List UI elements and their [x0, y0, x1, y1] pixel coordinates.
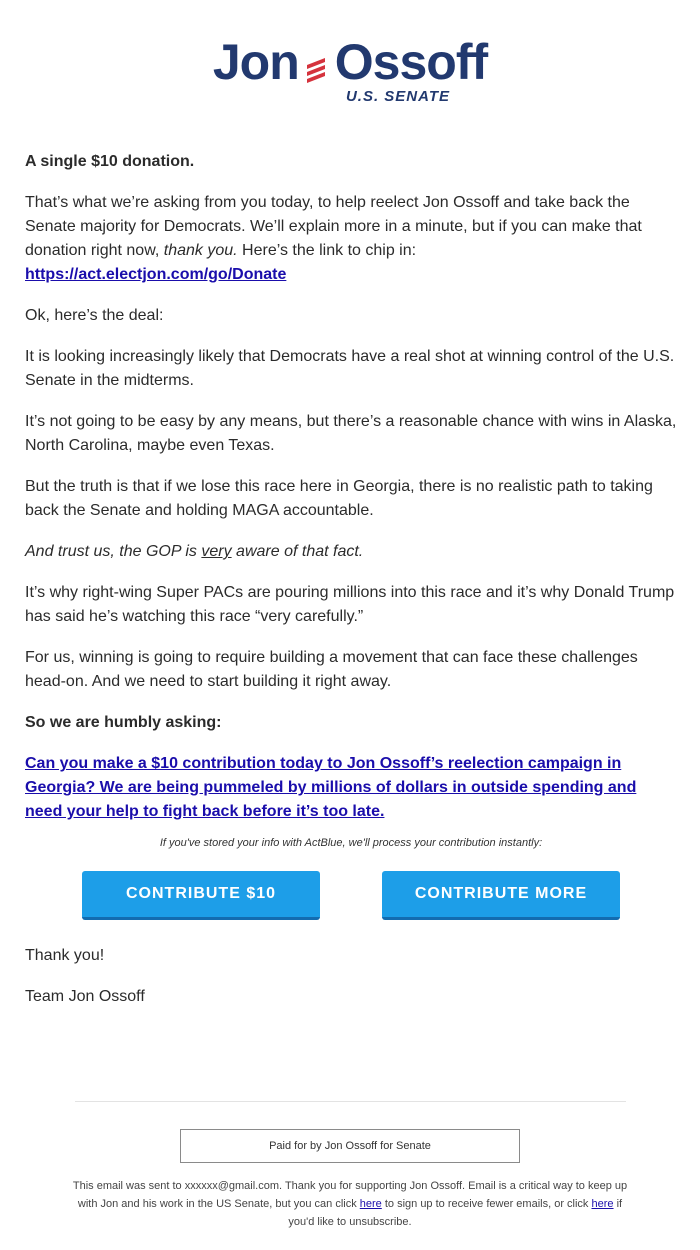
logo — [0, 34, 700, 105]
intro-italic: thank you. — [163, 242, 238, 259]
logo-last-name: Ossoff — [334, 34, 488, 90]
logo-first-name: Jon — [212, 34, 299, 90]
paid-for-box: Paid for by Jon Ossoff for Senate — [180, 1129, 520, 1163]
footer-divider — [75, 1101, 626, 1102]
logo-subtitle: U.S. SENATE — [345, 88, 451, 105]
fewer-emails-link[interactable]: here — [359, 1198, 382, 1210]
paragraph-senate: It is looking increasingly likely that Democrats have a real shot at winning control of the U.S. Senate in the midterms. — [25, 348, 675, 389]
footer-text-b: . Thank you for supporting Jon Ossoff. Email is a critical way to keep up with Jon and his work in the US Senate, but you can click — [77, 1180, 628, 1210]
gop-text-a: And trust us, the GOP is — [25, 543, 202, 560]
paragraph-superpacs: It’s why right-wing Super PACs are pouring millions into this race and it’s why Donald Trump has said he’s watching this race “very carefully.” — [25, 584, 675, 625]
actblue-note: If you've stored your info with ActBlue, we'll process your contribution instantly: — [159, 837, 543, 849]
footer-disclaimer — [70, 1177, 630, 1231]
paragraph-wins: It’s not going to be easy by any means, but there’s a reasonable chance with wins in Alaska, North Carolina, maybe even Texas. — [25, 413, 677, 454]
intro-text: That’s what we’re asking from you today, to help reelect Jon Ossoff and take back the Senate majority for Democrats. We’ll explain more in a minute, but if you can make that donation right now, — [25, 194, 642, 259]
footer-text-d: if you'd like to unsubscribe. — [288, 1198, 623, 1228]
thank-you: Thank you! — [25, 947, 105, 964]
ask-link[interactable]: Can you make a $10 contribution today to Jon Ossoff’s reelection campaign in Georgia? We are being pummeled by millions of dollars in outside spending and need your help to fight back before it’s too late. — [25, 755, 637, 820]
logo-flag-icon — [303, 42, 333, 82]
email-body — [25, 150, 677, 1026]
footer-text-c: to sign up to receive fewer emails, or click — [381, 1198, 592, 1210]
donate-link[interactable]: https://act.electjon.com/go/Donate — [25, 266, 287, 283]
signature: Team Jon Ossoff — [25, 988, 145, 1005]
recipient-email[interactable]: xxxxxx@gmail.com — [184, 1180, 280, 1192]
paragraph-georgia: But the truth is that if we lose this race here in Georgia, there is no realistic path to taking back the Senate and holding MAGA accountable. — [25, 478, 653, 519]
contribute-more-button[interactable]: CONTRIBUTE MORE — [382, 871, 620, 920]
paragraph-deal: Ok, here’s the deal: — [25, 307, 164, 324]
ask-heading: So we are humbly asking: — [25, 714, 222, 731]
contribute-10-button[interactable]: CONTRIBUTE $10 — [82, 871, 320, 920]
paragraph-intro — [25, 191, 677, 287]
footer-text-a: This email was sent to — [72, 1180, 185, 1192]
button-row — [25, 871, 677, 920]
gop-text-c: aware of that fact. — [231, 543, 364, 560]
paragraph-movement: For us, winning is going to require building a movement that can face these challenges head-on. And we need to start building it right away. — [25, 649, 638, 690]
headline: A single $10 donation. — [25, 153, 195, 170]
unsubscribe-link[interactable]: here — [591, 1198, 614, 1210]
paragraph-gop — [25, 540, 677, 564]
intro-tail: Here’s the link to chip in: — [237, 242, 417, 259]
gop-text-very: very — [201, 543, 232, 560]
paragraph-ask — [25, 752, 677, 824]
